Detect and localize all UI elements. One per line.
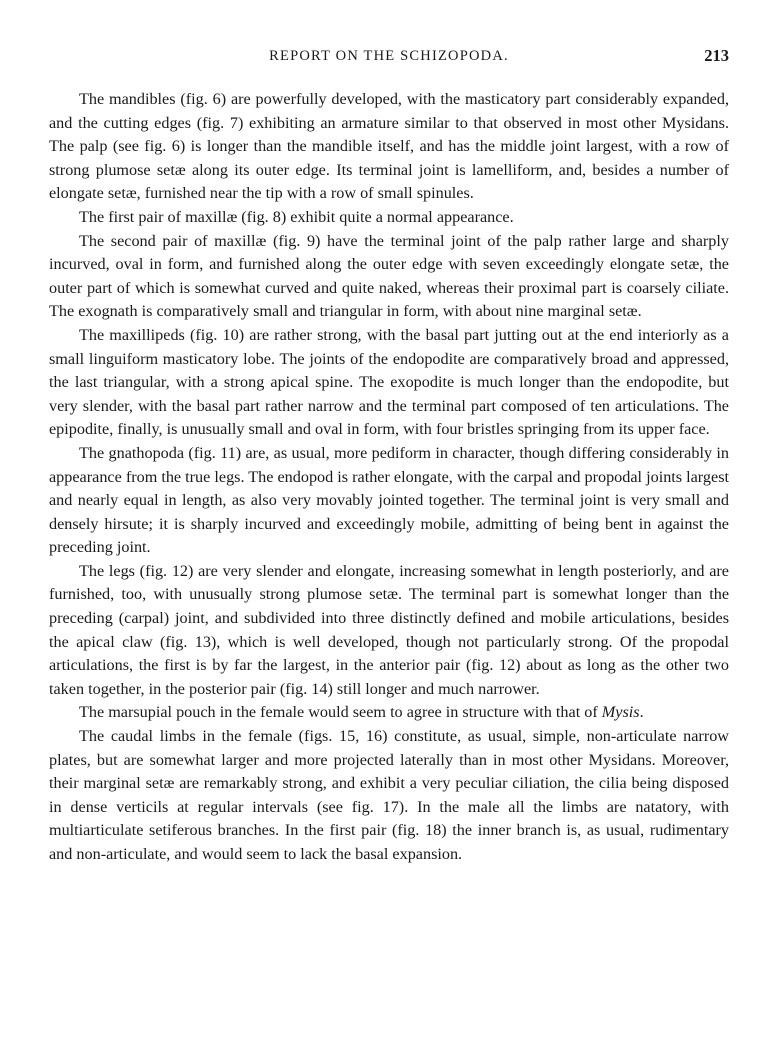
- body-text: [49, 88, 729, 867]
- paragraph-legs: The legs (fig. 12) are very slender and elongate, increasing somewhat in length posteriorly, and are furnished, too, with unusually strong plumose setæ. The terminal part is somewhat longer than the preceding (carpal) joint, and subdivided into three distinctly defined and mobile articulations, besides the apical claw (fig. 13), which is well developed, though not particularly strong. Of the propodal articulations, the first is by far the largest, in the anterior pair (fig. 12) about as long as the other two taken together, in the posterior pair (fig. 14) still longer and much narrower.: [49, 561, 729, 698]
- paragraph-mandibles: The mandibles (fig. 6) are powerfully developed, with the masticatory part considerably expanded, and the cutting edges (fig. 7) exhibiting an armature similar to that observed in most other Mysidans. The palp (see fig. 6) is longer than the mandible itself, and has the middle joint largest, with a row of strong plumose setæ along its outer edge. Its terminal joint is lamelliform, and, besides a number of elongate setæ, furnished near the tip with a row of small spinules.: [49, 90, 729, 203]
- paragraph-gnathopoda: The gnathopoda (fig. 11) are, as usual, more pediform in character, though differing considerably in appearance from the true legs. The endopod is rather elongate, with the carpal and propodal joints largest and nearly equal in length, as also very movably jointed together. The terminal joint is very small and densely hirsute; it is sharply incurved and exceedingly mobile, admitting of being bent in against the preceding joint.: [49, 443, 729, 557]
- paragraph-caudal-limbs: The caudal limbs in the female (figs. 15, 16) constitute, as usual, simple, non-articulate narrow plates, but are somewhat larger and more projected laterally than in most other Mysidans. Moreover, their marginal setæ are remarkably strong, and exhibit a very peculiar ciliation, the cilia being disposed in dense verticils at regular intervals (see fig. 17). In the male all the limbs are natatory, with multiarticulate setiferous branches. In the first pair (fig. 18) the inner branch is, as usual, rudimentary and non-articulate, and would seem to lack the basal expansion.: [49, 727, 729, 863]
- running-title: REPORT ON THE SCHIZOPODA.: [269, 48, 509, 64]
- paragraph-first-maxillae: The first pair of maxillæ (fig. 8) exhibit quite a normal appearance.: [79, 207, 514, 226]
- page-number: 213: [704, 46, 729, 65]
- paragraph-text: The marsupial pouch in the female would seem to agree in structure with that of: [79, 703, 602, 722]
- genus-name: Mysis: [601, 703, 640, 722]
- paragraph-text-end: .: [639, 703, 644, 722]
- paragraph-maxillipeds: The maxillipeds (fig. 10) are rather strong, with the basal part jutting out at the end interiorly as a small linguiform masticatory lobe. The joints of the endopodite are comparatively broad and appressed, the last triangular, with a strong apical spine. The exopodite is much longer than the endopodite, but very slender, with the basal part rather narrow and the terminal part composed of ten articulations. The epipodite, finally, is unusually small and oval in form, with four bristles springing from its upper face.: [49, 325, 729, 439]
- running-head: [49, 46, 729, 68]
- paragraph-marsupial-pouch: [49, 701, 729, 725]
- paragraph-second-maxillae: The second pair of maxillæ (fig. 9) have the terminal joint of the palp rather large and sharply incurved, oval in form, and furnished along the outer edge with seven exceedingly elongate setæ, the outer part of which is somewhat curved and quite naked, whereas their proximal part is coarsely ciliate. The exognath is comparatively small and triangular in form, with about nine marginal setæ.: [49, 231, 729, 321]
